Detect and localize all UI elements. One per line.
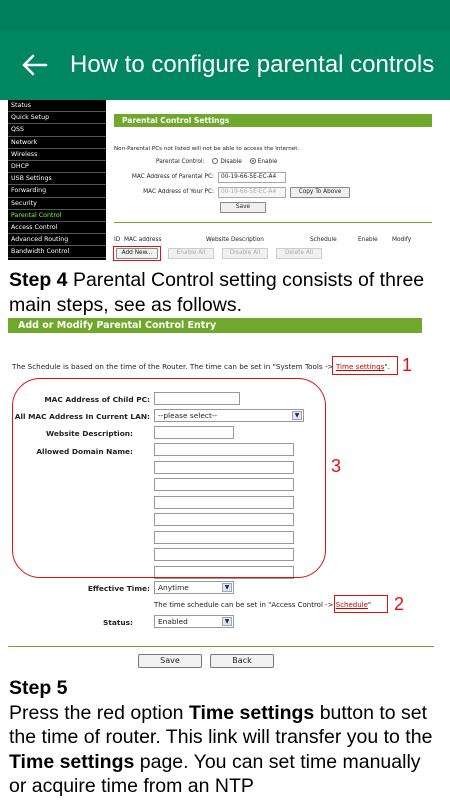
add-new-highlight — [113, 246, 161, 261]
marker1-highlight — [332, 356, 398, 375]
status-bar — [0, 0, 450, 30]
divider — [114, 222, 432, 223]
save-button[interactable]: Save — [220, 202, 266, 213]
router-sidebar-item[interactable]: Parental Control — [8, 210, 106, 222]
dropdown-arrow-icon: ▼ — [222, 617, 232, 626]
dropdown-arrow-icon: ▼ — [292, 411, 302, 420]
router-sidebar-item[interactable]: Network — [8, 137, 106, 149]
table-header-modify: Modify — [392, 237, 412, 243]
status-select[interactable] — [154, 615, 234, 628]
time-settings-link[interactable]: Time settings — [335, 362, 385, 371]
disable-all-button: Disable All — [222, 248, 268, 259]
radio-enable-icon[interactable] — [250, 158, 256, 164]
router-sidebar-item[interactable]: QSS — [8, 124, 106, 136]
router-sidebar — [8, 100, 106, 260]
marker2-highlight — [334, 595, 388, 613]
marker-2: 2 — [394, 594, 405, 614]
schedule-hint-text: The time schedule can be set in "Access Control -> — [154, 601, 336, 609]
divider — [8, 646, 434, 647]
website-label: Website Description: — [46, 429, 133, 438]
router-sidebar-item[interactable]: Forwarding — [8, 185, 106, 197]
parental-control-label: Parental Control: — [156, 159, 205, 165]
marker-1: 1 — [402, 355, 413, 375]
router-sidebar-item[interactable]: Status — [8, 100, 106, 112]
table-header-mac: MAC address — [124, 237, 162, 243]
router-sidebar-item[interactable]: USB Settings — [8, 173, 106, 185]
step5-bold-2: Time settings — [9, 750, 135, 773]
step5-bold-1: Time settings — [188, 701, 315, 724]
marker-3: 3 — [331, 456, 342, 476]
router-sidebar-item[interactable]: DHCP — [8, 161, 106, 173]
router-screenshot-add-entry — [8, 318, 442, 672]
mac-parent-label: MAC Address of Parental PC: — [131, 174, 214, 180]
mac-your-label: MAC Address of Your PC: — [143, 189, 214, 195]
delete-all-button: Delete All — [276, 248, 322, 259]
effective-time-value: Anytime — [158, 583, 189, 592]
radio-disable-icon[interactable] — [212, 158, 218, 164]
status-label: Status: — [103, 618, 133, 627]
step5-heading: Step 5 — [9, 677, 68, 699]
schedule-hint-end: " — [367, 601, 372, 609]
router-sidebar-item[interactable]: Security — [8, 198, 106, 210]
schedule-note-text: The Schedule is based on the time of the Router. The time can be set in "System Tools -> — [12, 362, 336, 371]
effective-time-select[interactable] — [154, 581, 234, 594]
table-header-enable: Enable — [358, 237, 378, 243]
step5-text-1: Press the red option — [9, 701, 189, 724]
copy-to-above-button[interactable]: Copy To Above — [290, 187, 350, 198]
all-mac-select-value: --please select-- — [158, 411, 218, 420]
page-title: How to configure parental controls — [70, 51, 435, 78]
dropdown-arrow-icon: ▼ — [222, 583, 232, 592]
table-header-website: Website Description — [206, 237, 264, 243]
status-value: Enabled — [158, 617, 188, 626]
all-mac-label: All MAC Address In Current LAN: — [14, 412, 150, 421]
radio-enable-label: Enable — [257, 159, 278, 165]
add-new-button[interactable]: Add New... — [116, 248, 158, 259]
router-sidebar-item[interactable]: Bandwidth Control — [8, 246, 106, 258]
schedule-note-end: ". — [384, 362, 391, 371]
parental-control-row — [156, 158, 277, 165]
router-sidebar-item[interactable]: Advanced Routing — [8, 234, 106, 246]
allowed-label: Allowed Domain Name: — [36, 447, 133, 456]
step5-text-3: page. You can set time manually or acquire time from an NTP — [9, 750, 421, 797]
table-header-id: ID — [114, 237, 121, 243]
mac-child-label: MAC Address of Child PC: — [44, 395, 150, 404]
entry-header: Add or Modify Parental Control Entry — [8, 318, 422, 333]
back-arrow-icon[interactable] — [0, 30, 70, 100]
step4-text: Parental Control setting consists of three main steps, see as follows. — [9, 269, 425, 316]
step4-paragraph — [9, 268, 439, 317]
marker3-highlight — [12, 378, 326, 578]
table-header-schedule: Schedule — [310, 237, 337, 243]
parental-settings-panel — [112, 100, 442, 260]
router-sidebar-item[interactable]: Quick Setup — [8, 112, 106, 124]
schedule-link[interactable]: Schedule — [335, 601, 368, 609]
panel-header: Parental Control Settings — [114, 114, 432, 127]
step4-heading: Step 4 — [9, 269, 68, 291]
save-button[interactable]: Save — [138, 654, 202, 668]
radio-disable-label: Disable — [220, 159, 242, 165]
step5-paragraph — [9, 676, 443, 799]
effective-time-label: Effective Time: — [87, 584, 150, 593]
router-sidebar-item[interactable]: Wireless — [8, 149, 106, 161]
step5-text-2: button to set the time of router. This link will transfer you to the — [9, 701, 433, 748]
router-screenshot-parental-settings — [8, 100, 442, 260]
enable-all-button: Enable All — [168, 248, 214, 259]
router-sidebar-item[interactable]: Access Control — [8, 222, 106, 234]
app-bar — [0, 30, 450, 100]
mac-parent-input[interactable]: 00-19-66-5E-EC-A4 — [218, 172, 286, 183]
back-button[interactable]: Back — [210, 654, 274, 668]
mac-your-input: 00-19-66-5E-EC-A4 — [218, 187, 286, 198]
panel-note: Non-Parental PCs not listed will not be able to access the Internet. — [114, 146, 300, 152]
